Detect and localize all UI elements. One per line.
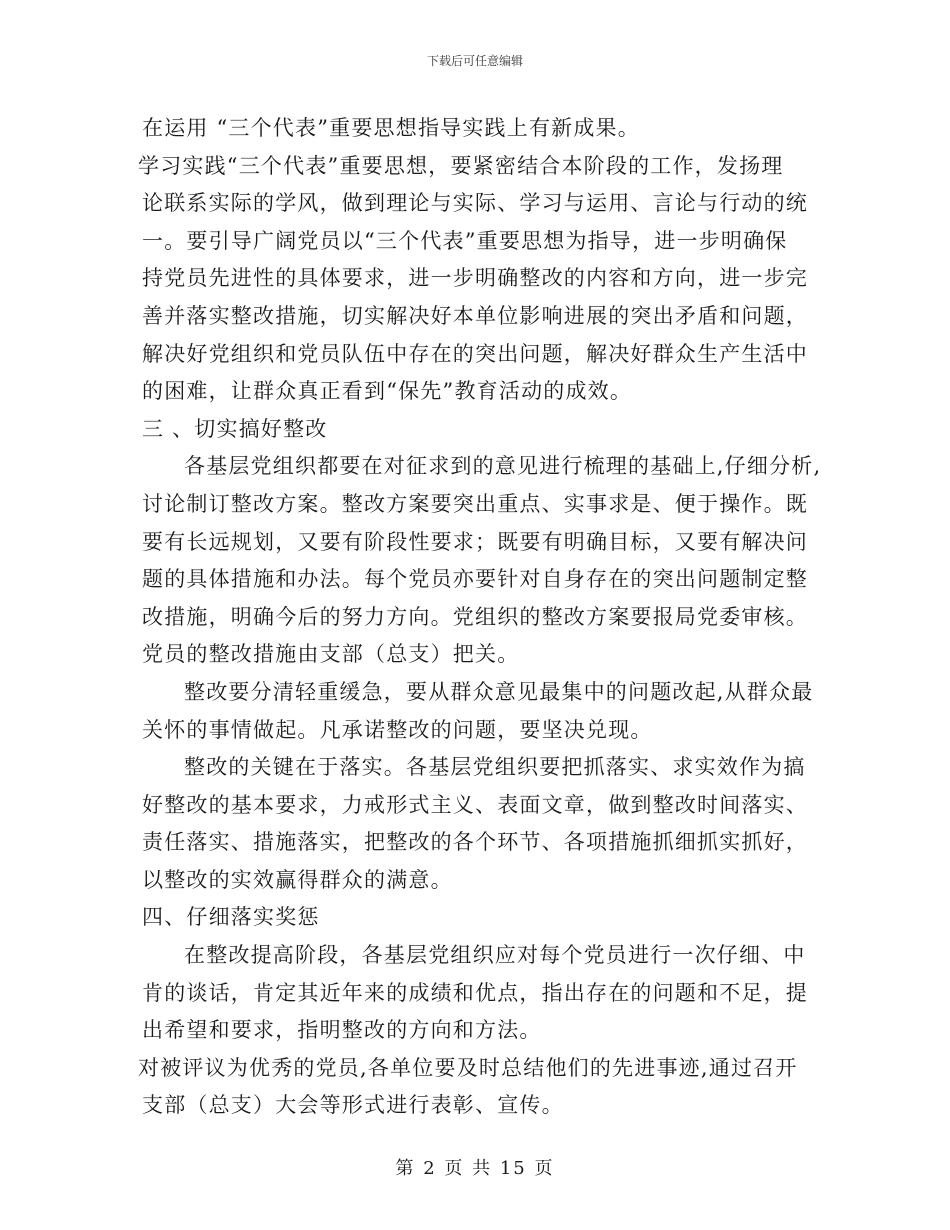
- text-line: 题的具体措施和办法。每个党员亦要针对自身存在的突出问题制定整: [142, 567, 808, 592]
- text-line: 持党员先进性的具体要求，进一步明确整改的内容和方向，进一步完: [142, 266, 808, 291]
- text-line: 学习实践“三个代表”重要思想，要紧密结合本阶段的工作，发扬理: [138, 153, 784, 178]
- page-footer: 第 2 页 共 15 页: [395, 1158, 555, 1179]
- text-line: 在整改提高阶段，各基层党组织应对每个党员进行一次仔细、中: [184, 943, 806, 968]
- text-line: 整改的关键在于落实。各基层党组织要把抓落实、求实效作为搞: [184, 755, 806, 780]
- text-line: 以整改的实效赢得群众的满意。: [142, 867, 453, 892]
- text-line: 肯的谈话，肯定其近年来的成绩和优点，指出存在的问题和不足，提: [142, 980, 808, 1005]
- text-line: 各基层党组织都要在对征求到的意见进行梳理的基础上,仔细分析,: [184, 454, 822, 479]
- text-line: 出希望和要求，指明整改的方向和方法。: [142, 1018, 542, 1043]
- text-line: 三 、切实搞好整改: [142, 416, 328, 441]
- text-line: 支部（总支）大会等形式进行表彰、宣传。: [142, 1093, 564, 1118]
- text-line: 四、仔细落实奖惩: [142, 905, 320, 930]
- text-line: 党员的整改措施由支部（总支）把关。: [142, 642, 520, 667]
- text-line: 整改要分清轻重缓急，要从群众意见最集中的问题改起,从群众最: [184, 679, 814, 704]
- text-line: 讨论制订整改方案。整改方案要突出重点、实事求是、便于操作。既: [142, 491, 808, 516]
- text-line: 责任落实、措施落实，把整改的各个环节、各项措施抓细抓实抓好，: [142, 830, 808, 855]
- text-line: 好整改的基本要求，力戒形式主义、表面文章，做到整改时间落实、: [142, 792, 808, 817]
- text-line: 要有长远规划，又要有阶段性要求；既要有明确目标，又要有解决问: [142, 529, 808, 554]
- text-line: 改措施，明确今后的努力方向。党组织的整改方案要报局党委审核。: [142, 604, 808, 629]
- text-line: 一。要引导广阔党员以“三个代表”重要思想为指导，进一步明确保: [142, 228, 788, 253]
- text-line: 论联系实际的学风，做到理论与实际、学习与运用、言论与行动的统: [142, 191, 808, 216]
- text-line: 解决好党组织和党员队伍中存在的突出问题，解决好群众生产生活中: [142, 341, 808, 366]
- document-body: [138, 110, 822, 1125]
- text-line: 在运用 “三个代表”重要思想指导实践上有新成果。: [142, 116, 640, 140]
- text-line: 的困难，让群众真正看到“保先”教育活动的成效。: [142, 379, 633, 404]
- text-line: 对被评议为优秀的党员,各单位要及时总结他们的先进事迹,通过召开: [138, 1055, 798, 1080]
- page-header: 下载后可任意编辑: [426, 54, 523, 68]
- text-line: 关怀的事情做起。凡承诺整改的问题，要坚决兑现。: [142, 717, 653, 742]
- text-line: 善并落实整改措施，切实解决好本单位影响进展的突出矛盾和问题，: [142, 303, 808, 328]
